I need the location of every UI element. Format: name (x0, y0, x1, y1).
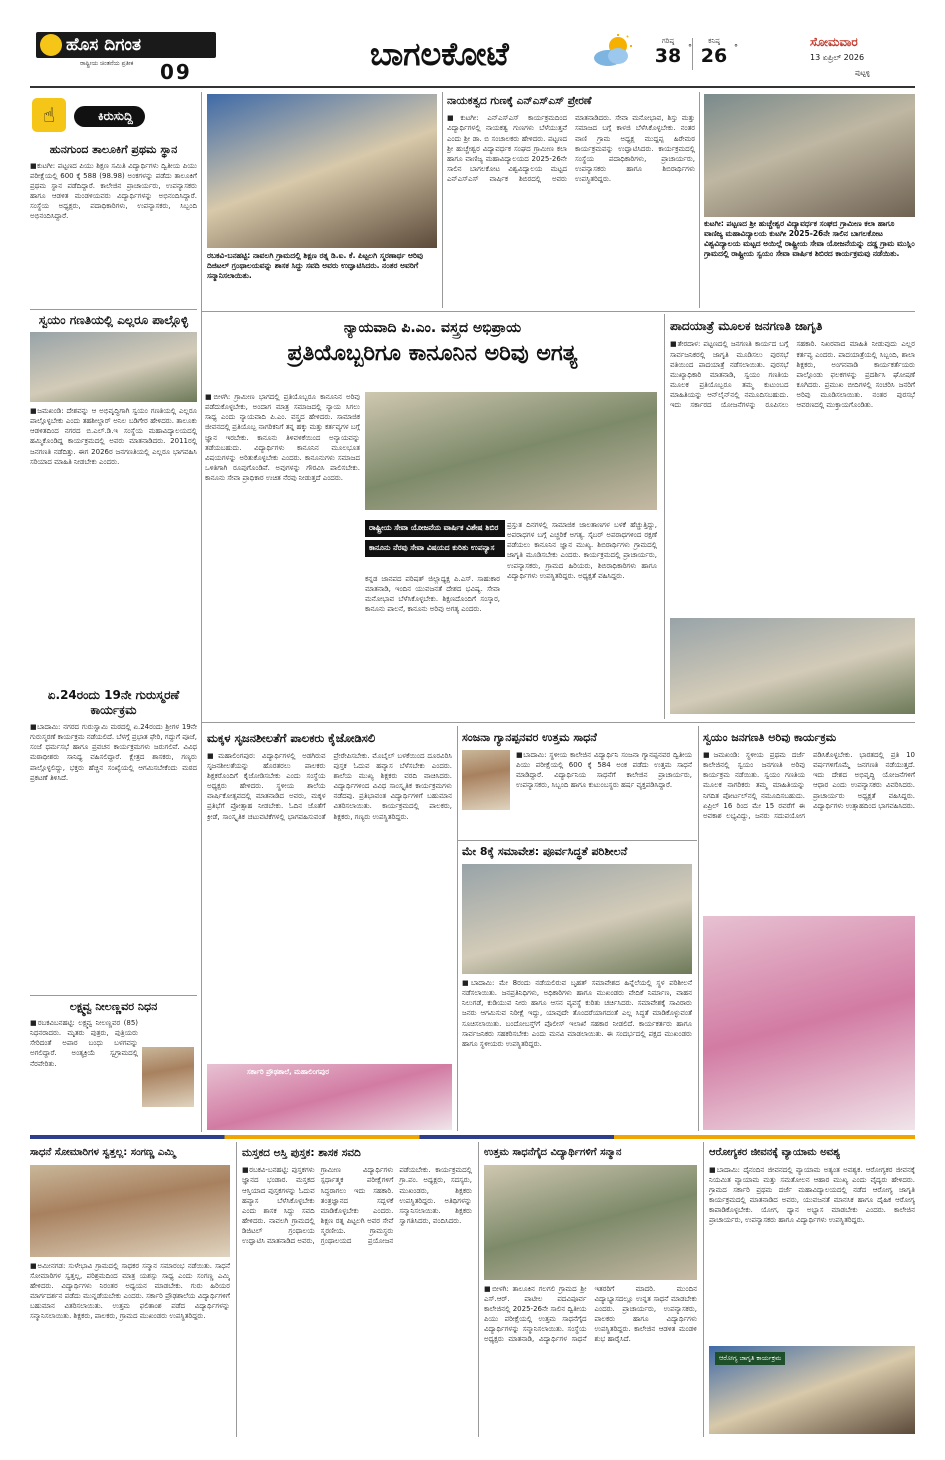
lead-body-2: ಕನ್ನಡ ಜಾನಪದ ಪರಿಷತ್ ಜಿಲ್ಲಾಧ್ಯಕ್ಷ ಪಿ.ಎಸ್. ಸಾಹುಕಾರ ಮಾತನಾಡಿ, ಇಂದಿನ ಯುವಜನತೆ ದೇಶದ ಭವಿಷ್ಯ. ಸೇವಾ ಮನೋಭಾವ ಬೆಳೆಸಿಕೊಳ್ಳಬೇಕು. ಶಿಕ್ಷಣದೊಂದಿಗೆ ಸಂಸ್ಕಾರ, ಕಾನೂನು ಪಾಲನೆ, ಕಾನೂನು ಅರಿವು ಅಗತ್ಯ ಎಂದರು. (365, 575, 500, 614)
nss-article (447, 94, 695, 306)
parents-body: ■ಮಹಾಲಿಂಗಪುರ: ವಿದ್ಯಾರ್ಥಿಗಳಲ್ಲಿ ಅಡಗಿರುವ ಸೃಜನಶೀಲತೆಯನ್ನು ಹೊರತರಲು ಪಾಲಕರು ಶಿಕ್ಷಕರೊಂದಿಗೆ ಕೈಜೋಡಿಸಬೇಕು ಎಂದು ಸಂಸ್ಥೆಯ ಅಧ್ಯಕ್ಷರು ಹೇಳಿದರು. ಸ್ಥಳೀಯ ಶಾಲೆಯ ವಾರ್ಷಿಕೋತ್ಸವದಲ್ಲಿ ಮಾತನಾಡಿದ ಅವರು, ಮಕ್ಕಳ ಪ್ರತಿಭೆಗೆ ಪ್ರೋತ್ಸಾಹ ನೀಡಬೇಕು. ಓದಿನ ಜೊತೆಗೆ ಕ್ರೀಡೆ, ಸಾಂಸ್ಕೃತಿಕ ಚಟುವಟಿಕೆಗಳಲ್ಲಿ ಭಾಗವಹಿಸುವಂತೆ ಪ್ರೇರೇಪಿಸಬೇಕು. ಮೊಬೈಲ್ ಬಳಕೆಯಿಂದ ದೂರವಿರಿಸಿ ಪುಸ್ತಕ ಓದುವ ಹವ್ಯಾಸ ಬೆಳೆಸಬೇಕು ಎಂದರು. ಶಾಲೆಯ ಮುಖ್ಯ ಶಿಕ್ಷಕರು ವರದಿ ವಾಚಿಸಿದರು. ವಿದ್ಯಾರ್ಥಿಗಳಿಂದ ವಿವಿಧ ಸಾಂಸ್ಕೃತಿಕ ಕಾರ್ಯಕ್ರಮಗಳು ನಡೆದವು. ಪ್ರತಿಭಾವಂತ ವಿದ್ಯಾರ್ಥಿಗಳಿಗೆ ಬಹುಮಾನ ವಿತರಿಸಲಾಯಿತು. ಕಾರ್ಯಕ್ರಮದಲ್ಲಿ ಪಾಲಕರು, ಶಿಕ್ಷಕರು, ಗಣ್ಯರು ಉಪಸ್ಥಿತರಿದ್ದರು. (207, 751, 452, 821)
may-convention-title: ಮೇ 8ಕ್ಕೆ ಸಮಾವೇಶ: ಪೂರ್ವಸಿದ್ಧತೆ ಪರಿಶೀಲನೆ (462, 845, 628, 858)
students-felicitation-photo (484, 1165, 697, 1280)
felicitation-photo (30, 1165, 230, 1257)
lead-banner-box (365, 520, 505, 568)
brief-hungund (30, 143, 197, 306)
brief-self-census-title: ಸ್ವಯಂ ಗಣತಿಯಲ್ಲಿ ಎಲ್ಲರೂ ಪಾಲ್ಗೊಳ್ಳಿ (38, 313, 189, 327)
lead-col-1 (205, 392, 360, 712)
lead-title: ಪ್ರತಿಯೊಬ್ಬರಿಗೂ ಕಾನೂನಿನ ಅರಿವು ಅಗತ್ಯ (287, 340, 578, 367)
brief-self-census-body: ■ಜಮಖಂಡಿ: ದೇಶವನ್ನು ಆ ಅಭಿವೃದ್ಧಿಗಾಗಿ ಸ್ವಯಂ ಗಣತಿಯಲ್ಲಿ ಎಲ್ಲರೂ ಪಾಲ್ಗೊಳ್ಳಬೇಕು ಎಂದು ತಹಶೀಲ್ದಾರ್ ಅನಿಲ ಬಡಿಗೇರ ಹೇಳಿದರು. ತಾಲೂಕು ಆಡಳಿತದಿಂದ ನಗರದ ಬಿ.ಎಲ್.ಡಿ.ಇ ಸಂಸ್ಥೆಯ ಮಹಾವಿದ್ಯಾಲಯದಲ್ಲಿ ಹಮ್ಮಿಕೊಂಡಿದ್ದ ಕಾರ್ಯಕ್ರಮದಲ್ಲಿ ಅವರು ಮಾತನಾಡಿದರು. 2011ರಲ್ಲಿ ಜನಗಣತಿ ನಡೆದಿತ್ತು. ಈಗ 2026ರ ಜನಗಣತಿಯಲ್ಲಿ ಎಲ್ಲರೂ ಭಾಗವಹಿಸಿ ಸರಿಯಾದ ಮಾಹಿತಿ ನೀಡಬೇಕು ಎಂದರು. (30, 407, 197, 466)
nss-body: ■ಕುಟಗೀ: ಎನ್‌ಎಸ್‌ಎಸ್ ಕಾರ್ಯಕ್ರಮದಿಂದ ವಿದ್ಯಾರ್ಥಿಗಳಲ್ಲಿ ನಾಯಕತ್ವ ಗುಣಗಳು ಬೆಳೆಯುತ್ತವೆ ಎಂದು ಶ್ರೀ ಡಾ. ಬಿ ಸಂಚಾಲಕರು ಹೇಳಿದರು. ಪಟ್ಟಣದ ಶ್ರೀ ಹುಚ್ಚೇಶ್ವರ ವಿದ್ಯಾವರ್ಧಕ ಸಂಘದ ಗ್ರಾಮೀಣ ಕಲಾ ಹಾಗೂ ವಾಣಿಜ್ಯ ಮಹಾವಿದ್ಯಾಲಯದ 2025-26ನೇ ಸಾಲಿನ ಬಾಗಲಕೋಟ ವಿಶ್ವವಿದ್ಯಾಲಯ ಮಟ್ಟದ ಎನ್‌ಎಸ್‌ಎಸ್ ವಾರ್ಷಿಕ ಶಿಬಿರದಲ್ಲಿ ಅವರು ಮಾತನಾಡಿದರು. ಸೇವಾ ಮನೋಭಾವ, ಶಿಸ್ತು ಮತ್ತು ಸಮಾಜದ ಬಗ್ಗೆ ಕಾಳಜಿ ಬೆಳೆಸಿಕೊಳ್ಳಬೇಕು. ನಂತರ ವಾಣಿ ಗ್ರಾಮ ಅಧ್ಯಕ್ಷ ಮುದ್ದಪ್ಪ ಹಿರೇಮಠ ಕಾರ್ಯಕ್ರಮವನ್ನು ಉದ್ಘಾಟಿಸಿದರು. ಕಾರ್ಯಕ್ರಮದಲ್ಲಿ ಸಂಸ್ಥೆಯ ಪದಾಧಿಕಾರಿಗಳು, ಪ್ರಾಚಾರ್ಯರು, ಉಪನ್ಯಾಸಕರು ಹಾಗೂ ಶಿಬಿರಾರ್ಥಿಗಳು ಉಪಸ್ಥಿತರಿದ್ದರು. (447, 114, 695, 184)
max-degree: ° (688, 43, 692, 52)
max-temp-value: 38 (654, 45, 682, 67)
masthead-logo (30, 30, 220, 82)
issue-day: ಸೋಮವಾರ (810, 35, 858, 49)
bottom-4-body: ■ಬಾದಾಮಿ: ದೈನಂದಿನ ಜೀವನದಲ್ಲಿ ವ್ಯಾಯಾಮ ಅತ್ಯಂತ ಅವಶ್ಯಕ. ಆರೋಗ್ಯಕರ ಜೀವನಕ್ಕೆ ನಿಯಮಿತ ವ್ಯಾಯಾಮ ಮತ್ತು ಸಮತೋಲನ ಆಹಾರ ಮುಖ್ಯ ಎಂದು ವೈದ್ಯರು ಹೇಳಿದರು. ಗ್ರಾಮದ ಸರ್ಕಾರಿ ಪ್ರಥಮ ದರ್ಜೆ ಮಹಾವಿದ್ಯಾಲಯದಲ್ಲಿ ನಡೆದ ಆರೋಗ್ಯ ಜಾಗೃತಿ ಕಾರ್ಯಕ್ರಮದಲ್ಲಿ ಮಾತನಾಡಿದ ಅವರು, ಯುವಜನತೆ ಮಾನಸಿಕ ಹಾಗೂ ದೈಹಿಕ ಆರೋಗ್ಯ ಕಾಪಾಡಿಕೊಳ್ಳಬೇಕು. ಯೋಗ, ಧ್ಯಾನ ಅಭ್ಯಾಸ ಮಾಡಬೇಕು ಎಂದರು. ಕಾಲೇಜಿನ ಪ್ರಾಚಾರ್ಯರು, ಉಪನ್ಯಾಸಕರು ಹಾಗೂ ವಿದ್ಯಾರ್ಥಿಗಳು ಉಪಸ್ಥಿತರಿದ್ದರು. (709, 1165, 915, 1225)
library-photo-caption: ರಬಕವಿ-ಬನಹಟ್ಟಿ: ನಾವಲಗಿ ಗ್ರಾಮದಲ್ಲಿ ಶಿಕ್ಷಣ ರತ್ನ ಡಿ.ಐ. ಕೆ. ಪಿಟ್ಟಲಗಿ ಸ್ಮರಣಾರ್ಥ ಆರಿವು ದಿಜಿಟಲ್ ಗ್ರಂಥಾಲಯವನ್ನು ಶಾಸಕ ಸಿದ್ದು ಸವದಿ ಅವರು ಉದ್ಘಾಟಿಸಿದರು. ನಂತರ ಅವರಿಗೆ ಸನ್ಮಾನಿಸಲಾಯಿತು. (207, 251, 424, 281)
parents-title: ಮಕ್ಕಳ ಸೃಜನಶೀಲತೆಗೆ ಪಾಲಕರು ಕೈಜೋಡಿಸಲಿ (207, 731, 376, 745)
self-census-title: ಸ್ವಯಂ ಜನಗಣತಿ ಅರಿವು ಕಾರ್ಯಕ್ರಮ (703, 731, 837, 744)
lead-banner-2: ಕಾನೂನು ನೆರವು ಸೇವಾ ವಿಷಯದ ಕುರಿತು ಉಪನ್ಯಾಸ (365, 540, 505, 557)
nss-camp-photo (704, 94, 915, 217)
nss-camp-stage-photo (365, 392, 657, 510)
brief-hungund-body: ■ಕುಟಗೀ: ಪಟ್ಟಣದ ಪಿಯು ಶಿಕ್ಷಣ ಸಮಿತಿ ವಿದ್ಯಾರ್ಥಿಗಳು ದ್ವಿತೀಯ ಪಿಯು ಪರೀಕ್ಷೆಯಲ್ಲಿ 600 ಕ್ಕೆ 588 (98.98) ಅಂಕಗಳನ್ನು ಪಡೆದು ತಾಲೂಕಿಗೆ ಪ್ರಥಮ ಸ್ಥಾನ ಪಡೆದಿದ್ದಾರೆ. ಕಾಲೇಜಿನ ಪ್ರಾಚಾರ್ಯರು, ಉಪನ್ಯಾಸಕರು ಹಾಗೂ ಆಡಳಿತ ಮಂಡಳಿಯವರು ವಿದ್ಯಾರ್ಥಿಗಳನ್ನು ಅಭಿನಂದಿಸಿದ್ದಾರೆ. ಸಂಸ್ಥೆಯ ಅಧ್ಯಕ್ಷರು, ಪದಾಧಿಕಾರಿಗಳು, ಉಪನ್ಯಾಸಕರು, ಸಿಬ್ಬಂದಿ ಅಭಿನಂದಿಸಿದ್ದಾರೆ. (30, 161, 197, 221)
obituary-title: ಲಕ್ಷ್ಮವ್ವ ನೀಲಣ್ಣವರ ನಿಧನ (69, 1000, 158, 1013)
section-divider (30, 1135, 915, 1139)
self-census-body: ■ಜಮಖಂಡಿ: ಸ್ಥಳೀಯ ಪ್ರಥಮ ದರ್ಜೆ ಕಾಲೇಜಿನಲ್ಲಿ ಸ್ವಯಂ ಜನಗಣತಿ ಅರಿವು ಕಾರ್ಯಕ್ರಮ ನಡೆಯಿತು. ಸ್ವಯಂ ಗಣತಿಯ ಮೂಲಕ ನಾಗರಿಕರು ತಮ್ಮ ಮಾಹಿತಿಯನ್ನು ನಿಗದಿತ ಪೋರ್ಟಲ್‌ನಲ್ಲಿ ನಮೂದಿಸಬಹುದು. ಏಪ್ರಿಲ್ 16 ರಿಂದ ಮೇ 15 ರವರೆಗೆ ಈ ಅವಕಾಶ ಲಭ್ಯವಿದ್ದು, ಜನರು ಸದುಪಯೋಗ ಪಡಿಸಿಕೊಳ್ಳಬೇಕು. ಭಾರತದಲ್ಲಿ ಪ್ರತಿ 10 ವರ್ಷಗಳಿಗೊಮ್ಮೆ ಜನಗಣತಿ ನಡೆಯುತ್ತದೆ. ಇದು ದೇಶದ ಅಭಿವೃದ್ಧಿ ಯೋಜನೆಗಳಿಗೆ ಆಧಾರ ಎಂದು ಉಪನ್ಯಾಸಕರು ವಿವರಿಸಿದರು. ಪ್ರಾಚಾರ್ಯರು ಅಧ್ಯಕ್ಷತೆ ವಹಿಸಿದ್ದರು. ವಿದ್ಯಾರ್ಥಿಗಳು ಉತ್ಸಾಹದಿಂದ ಭಾಗವಹಿಸಿದರು. (703, 750, 915, 820)
edition-city: ಬಾಗಲಕೋಟೆ (370, 35, 509, 73)
kiru-suddi-label: ಕಿರುಸುದ್ದಿ (74, 106, 145, 127)
library-inauguration-photo (207, 94, 437, 248)
may-convention-body: ■ಬಾದಾಮಿ: ಮೇ 8ರಂದು ನಡೆಯಲಿರುವ ಬೃಹತ್ ಸಮಾವೇಶದ ಹಿನ್ನೆಲೆಯಲ್ಲಿ ಸ್ಥಳ ಪರಿಶೀಲನೆ ನಡೆಸಲಾಯಿತು. ಜನಪ್ರತಿನಿಧಿಗಳು, ಅಧಿಕಾರಿಗಳು ಹಾಗೂ ಮುಖಂಡರು ವೇದಿಕೆ ನಿರ್ಮಾಣ, ವಾಹನ ನಿಲುಗಡೆ, ಕುಡಿಯುವ ನೀರು ಹಾಗೂ ಆಸನ ವ್ಯವಸ್ಥೆ ಕುರಿತು ಚರ್ಚಿಸಿದರು. ಸಮಾವೇಶಕ್ಕೆ ಸಾವಿರಾರು ಜನರು ಆಗಮಿಸುವ ನಿರೀಕ್ಷೆ ಇದ್ದು, ಯಾವುದೇ ತೊಂದರೆಯಾಗದಂತೆ ಎಲ್ಲ ಸಿದ್ಧತೆ ಮಾಡಿಕೊಳ್ಳುವಂತೆ ಸೂಚಿಸಲಾಯಿತು. ಬಂದೋಬಸ್ತ್‌ಗೆ ಪೊಲೀಸ್ ಇಲಾಖೆ ಸಹಕಾರ ನೀಡಲಿದೆ. ಕಾರ್ಯಕರ್ತರು ಹಾಗೂ ಸಾರ್ವಜನಿಕರು ಸಹಕರಿಸಬೇಕು ಎಂದು ಮನವಿ ಮಾಡಲಾಯಿತು. ಈ ಸಂದರ್ಭದಲ್ಲಿ ಪಕ್ಷದ ಮುಖಂಡರು ಹಾಗೂ ಸ್ಥಳೀಯರು ಉಪಸ್ಥಿತರಿದ್ದರು. (462, 978, 692, 1048)
walkathon-photo (670, 618, 915, 714)
min-temp (694, 36, 734, 66)
obituary-body: ■ರಬಕವಿಬನಹಟ್ಟಿ: ಲಕ್ಷ್ಮವ್ವ ನೀಲಣ್ಣವರ (85) ನಿಧನರಾದರು. ಮೃತರು ಪುತ್ರರು, ಪುತ್ರಿಯರು ಸೇರಿದಂತೆ ಅಪಾರ ಬಂಧು ಬಳಗವನ್ನು ಅಗಲಿದ್ದಾರೆ. ಅಂತ್ಯಕ್ರಿಯೆ ಸ್ವಗ್ರಾಮದಲ್ಲಿ ನೆರವೇರಿತು. (30, 1018, 138, 1068)
lead-col-3 (507, 520, 657, 712)
school-event-photo (207, 1064, 452, 1130)
max-temp (648, 36, 688, 66)
health-program-photo (709, 1346, 915, 1434)
brief-gurusmarane-body: ■ಬಾದಾಮಿ: ನಗರದ ಗುರುಸ್ವಾಮಿ ಮಠದಲ್ಲಿ ಏ.24ರಂದು ಶ್ರೀಗಳ 19ನೇ ಗುರುಸ್ಮರಣೆ ಕಾರ್ಯಕ್ರಮ ನಡೆಯಲಿದೆ. ಬೆಳಗ್ಗೆ ಪ್ರಭಾತ ಫೇರಿ, ಗದ್ದುಗೆ ಪೂಜೆ, ಸಂಜೆ ಧರ್ಮಸಭೆ ಹಾಗೂ ಪ್ರವಚನ ಕಾರ್ಯಕ್ರಮಗಳು ಜರುಗಲಿವೆ. ವಿವಿಧ ಮಠಾಧೀಶರು ಸಾನಿಧ್ಯ ವಹಿಸಲಿದ್ದಾರೆ. ಕ್ಷೇತ್ರದ ಶಾಸಕರು, ಗಣ್ಯರು ಪಾಲ್ಗೊಳ್ಳಲಿದ್ದು, ಭಕ್ತರು ಹೆಚ್ಚಿನ ಸಂಖ್ಯೆಯಲ್ಲಿ ಆಗಮಿಸಬೇಕೆಂದು ಮಠದ ಪ್ರಕಟಣೆ ತಿಳಿಸಿದೆ. (30, 723, 197, 782)
kiru-suddi-header (30, 94, 180, 138)
lead-banner-1: ರಾಷ್ಟ್ರೀಯ ಸೇವಾ ಯೋಜನೆಯ ವಾರ್ಷಿಕ ವಿಶೇಷ ಶಿಬಿರ (365, 520, 505, 537)
walkathon-body: ■ತೇರದಾಳ: ಪಟ್ಟಣದಲ್ಲಿ ಜನಗಣತಿ ಕಾರ್ಯದ ಬಗ್ಗೆ ಸಾರ್ವಜನಿಕರಲ್ಲಿ ಜಾಗೃತಿ ಮೂಡಿಸಲು ಪುರಸಭೆ ವತಿಯಿಂದ ಪಾದಯಾತ್ರೆ ನಡೆಸಲಾಯಿತು. ಪುರಸಭೆ ಮುಖ್ಯಾಧಿಕಾರಿ ಮಾತನಾಡಿ, ಸ್ವಯಂ ಗಣತಿಯ ಮೂಲಕ ಪ್ರತಿಯೊಬ್ಬರೂ ತಮ್ಮ ಕುಟುಂಬದ ಮಾಹಿತಿಯನ್ನು ಆನ್‌ಲೈನ್‌ನಲ್ಲಿ ನಮೂದಿಸಬಹುದು. ಇದು ಸರ್ಕಾರದ ಯೋಜನೆಗಳನ್ನು ರೂಪಿಸಲು ಸಹಕಾರಿ. ನಿಖರವಾದ ಮಾಹಿತಿ ನೀಡುವುದು ಎಲ್ಲರ ಕರ್ತವ್ಯ ಎಂದರು. ಪಾದಯಾತ್ರೆಯಲ್ಲಿ ಸಿಬ್ಬಂದಿ, ಶಾಲಾ ಶಿಕ್ಷಕರು, ಅಂಗನವಾಡಿ ಕಾರ್ಯಕರ್ತೆಯರು ಪಾಲ್ಗೊಂಡು ಫಲಕಗಳನ್ನು ಪ್ರದರ್ಶಿಸಿ ಘೋಷಣೆ ಕೂಗಿದರು. ಪ್ರಮುಖ ಬೀದಿಗಳಲ್ಲಿ ಸಂಚರಿಸಿ ಜನರಿಗೆ ಅರಿವು ಮೂಡಿಸಲಾಯಿತು. ನಂತರ ಪುರಸಭೆ ಆವರಣದಲ್ಲಿ ಮುಕ್ತಾಯಗೊಂಡಿತು. (670, 340, 915, 410)
bottom-2-title: ಮಸ್ತಕದ ಅಸ್ತಿ ಪುಸ್ತಕ: ಶಾಸಕ ಸವದಿ (242, 1147, 361, 1159)
classroom-photo (30, 332, 197, 402)
obituary (30, 999, 197, 1129)
nss-photo-caption: ಕುಟಗೀ: ಪಟ್ಟಣದ ಶ್ರೀ ಹುಚ್ಚೇಶ್ವರ ವಿದ್ಯಾವರ್ಧಕ ಸಂಘದ ಗ್ರಾಮೀಣ ಕಲಾ ಹಾಗೂ ವಾಣಿಜ್ಯ ಮಹಾವಿದ್ಯಾಲಯ ಕುಟಗೀ 2025-26ನೇ ಸಾಲಿನ ಬಾಗಲಕೋಟ ವಿಶ್ವವಿದ್ಯಾಲಯ ಮಟ್ಟದ ಅಯಿಲ್ಲೆ ರಾಷ್ಟ್ರೀಯ ಸೇವಾ ಯೋಜನೆಯನ್ನು ದಡ್ಡ ಗ್ರಾಮ ಮುಸ್ಲಿಂ ಗ್ರಾಮದಲ್ಲಿ ರಾಷ್ಟ್ರೀಯ ಸ್ವಯಂ ಸೇವಾ ವಾರ್ಷಿಕ ಶಿಬಿರದ ಕಾರ್ಯಕ್ರಮವು ನಡೆಯಿತು. (704, 219, 915, 259)
lead-body-1: ■ಬೀಳಗಿ: ಗ್ರಾಮೀಣ ಭಾಗದಲ್ಲಿ ಪ್ರತಿಯೊಬ್ಬರೂ ಕಾನೂನಿನ ಅರಿವು ಪಡೆದುಕೊಳ್ಳಬೇಕು, ಅಂದಾಗ ಮಾತ್ರ ಸಮಾಜದಲ್ಲಿ ನ್ಯಾಯ ಸಿಗಲು ಸಾಧ್ಯ ಎಂದು ನ್ಯಾಯವಾದಿ ಪಿ.ಎಂ. ವಸ್ತ್ರದ ಹೇಳಿದರು. ಸಾಮಾಜಿಕ ಜೀವನದಲ್ಲಿ ಪ್ರತಿಯೊಬ್ಬ ನಾಗರಿಕನಿಗೆ ತನ್ನ ಹಕ್ಕು ಮತ್ತು ಕರ್ತವ್ಯಗಳ ಬಗ್ಗೆ ಜ್ಞಾನ ಇರಬೇಕು. ಕಾನೂನು ತಿಳಿವಳಿಕೆಯಿಂದ ಅನ್ಯಾಯವನ್ನು ತಡೆಯಬಹುದು. ವಿದ್ಯಾರ್ಥಿಗಳು ಕಾನೂನಿನ ಮೂಲಭೂತ ವಿಷಯಗಳನ್ನು ಅರಿತುಕೊಳ್ಳಬೇಕು ಎಂದರು. ಕಾನೂನುಗಳು ಸಮಾಜದ ಒಳಿತಿಗಾಗಿ ರೂಪುಗೊಂಡಿವೆ. ಅವುಗಳನ್ನು ಗೌರವಿಸಿ ಪಾಲಿಸಬೇಕು. ಕಾನೂನು ಸೇವಾ ಪ್ರಾಧಿಕಾರ ಉಚಿತ ನೆರವು ನೀಡುತ್ತದೆ ಎಂದರು. (205, 393, 360, 483)
site-inspection-photo (462, 864, 692, 974)
weather-sun-cloud-icon (588, 34, 638, 70)
bottom-4-title: ಆರೋಗ್ಯಕರ ಜೀವನಕ್ಕೆ ವ್ಯಾಯಾಮ ಅವಶ್ಯ (709, 1147, 840, 1158)
logo-wordmark: ಹೊಸ ದಿಗಂತ (36, 32, 216, 58)
brief-gurusmarane-title: ಏ.24ರಂದು 19ನೇ ಗುರುಸ್ಮರಣೆ ಕಾರ್ಯಕ್ರಮ (47, 688, 180, 717)
logo-tagline: ರಾಷ್ಟ್ರೀಯ ಚಿಂತನೆಯ ಪ್ರತೀಕ (80, 60, 134, 67)
parents-article (207, 730, 452, 1062)
sanjana-title: ಸಂಜನಾ ಗ್ಯಾನಪ್ಪನವರ ಉತ್ತಮ ಸಾಧನೆ (462, 731, 597, 744)
min-temp-value: 26 (700, 45, 728, 67)
walkathon-article (670, 318, 915, 716)
bottom-2-body: ■ರಬಕವಿ-ಬನಹಟ್ಟಿ: ಪುಸ್ತಕಗಳು ಜ್ಞಾನದ ಭಂಡಾರ. ಮಸ್ತಕದ ಆಸ್ತಿಯಾದ ಪುಸ್ತಕಗಳನ್ನು ಓದುವ ಹವ್ಯಾಸ ಬೆಳೆಸಿಕೊಳ್ಳಬೇಕು ಎಂದು ಶಾಸಕ ಸಿದ್ದು ಸವದಿ ಹೇಳಿದರು. ನಾವಲಗಿ ಗ್ರಾಮದಲ್ಲಿ ಡಿಜಿಟಲ್ ಗ್ರಂಥಾಲಯ ಉದ್ಘಾಟಿಸಿ ಮಾತನಾಡಿದ ಅವರು, ಗ್ರಾಮೀಣ ವಿದ್ಯಾರ್ಥಿಗಳು ಸ್ಪರ್ಧಾತ್ಮಕ ಪರೀಕ್ಷೆಗಳಿಗೆ ಸಿದ್ಧರಾಗಲು ಇದು ಸಹಕಾರಿ. ತಂತ್ರಜ್ಞಾನದ ಸದ್ಬಳಕೆ ಮಾಡಿಕೊಳ್ಳಬೇಕು ಎಂದರು. ಶಿಕ್ಷಣ ರತ್ನ ಪಿಟ್ಟಲಗಿ ಅವರ ಸೇವೆ ಸ್ಮರಣೀಯ. ಗ್ರಾಮಸ್ಥರು ಗ್ರಂಥಾಲಯದ ಪ್ರಯೋಜನ ಪಡೆಯಬೇಕು. ಕಾರ್ಯಕ್ರಮದಲ್ಲಿ ಗ್ರಾ.ಪಂ. ಅಧ್ಯಕ್ಷರು, ಸದಸ್ಯರು, ಮುಖಂಡರು, ಶಿಕ್ಷಕರು ಉಪಸ್ಥಿತರಿದ್ದರು. ಅತಿಥಿಗಳನ್ನು ಸನ್ಮಾನಿಸಲಾಯಿತು. ಶಿಕ್ಷಕರು ಸ್ವಾಗತಿಸಿದರು, ವಂದಿಸಿದರು. (242, 1166, 472, 1246)
nss-title: ನಾಯಕತ್ವದ ಗುಣಕ್ಕೆ ಎನ್‌ಎಸ್‌ಎಸ್ ಪ್ರೇರಣೆ (447, 95, 592, 107)
logo-emblem-icon (40, 34, 62, 56)
sanjana-article (462, 730, 692, 840)
college-lecture-photo (703, 916, 915, 1130)
sanjana-body: ■ಬಾದಾಮಿ: ಸ್ಥಳೀಯ ಕಾಲೇಜಿನ ವಿದ್ಯಾರ್ಥಿನಿ ಸಂಜನಾ ಗ್ಯಾನಪ್ಪನವರ ದ್ವಿತೀಯ ಪಿಯು ಪರೀಕ್ಷೆಯಲ್ಲಿ 600 ಕ್ಕೆ 584 ಅಂಕ ಪಡೆದು ಉತ್ತಮ ಸಾಧನೆ ಮಾಡಿದ್ದಾರೆ. ವಿದ್ಯಾರ್ಥಿನಿಯ ಸಾಧನೆಗೆ ಕಾಲೇಜಿನ ಪ್ರಾಚಾರ್ಯರು, ಉಪನ್ಯಾಸಕರು, ಸಿಬ್ಬಂದಿ ಹಾಗೂ ಕುಟುಂಬಸ್ಥರು ಹರ್ಷ ವ್ಯಕ್ತಪಡಿಸಿದ್ದಾರೆ. (516, 750, 692, 790)
sanjana-portrait (462, 750, 510, 810)
bottom-1-body: ■ಅಮೀನಗಡ: ಸುಳೇಭಾವಿ ಗ್ರಾಮದಲ್ಲಿ ಸಾಧಕರ ಸನ್ಮಾನ ಸಮಾರಂಭ ನಡೆಯಿತು. ಸಾಧನೆ ಸೋಮಾರಿಗಳ ಸ್ವತ್ತಲ್ಲ, ಪರಿಶ್ರಮದಿಂದ ಮಾತ್ರ ಯಶಸ್ಸು ಸಾಧ್ಯ ಎಂದು ಸಂಗಣ್ಣ ಎಮ್ಮಿ ಹೇಳಿದರು. ವಿದ್ಯಾರ್ಥಿಗಳು ನಿರಂತರ ಅಧ್ಯಯನ ಮಾಡಬೇಕು. ಗುರು ಹಿರಿಯರ ಮಾರ್ಗದರ್ಶನ ಪಡೆದು ಮುನ್ನಡೆಯಬೇಕು ಎಂದರು. ಸರ್ಕಾರಿ ಪ್ರೌಢಶಾಲೆಯ ವಿದ್ಯಾರ್ಥಿಗಳಿಗೆ ಬಹುಮಾನ ವಿತರಿಸಲಾಯಿತು. ಉತ್ತಮ ಫಲಿತಾಂಶ ಪಡೆದ ವಿದ್ಯಾರ್ಥಿಗಳನ್ನು ಸನ್ಮಾನಿಸಲಾಯಿತು. ಶಿಕ್ಷಕರು, ಪಾಲಕರು, ಗ್ರಾಮದ ಮುಖಂಡರು ಉಪಸ್ಥಿತರಿದ್ದರು. (30, 1261, 230, 1321)
min-temp-label: ಕನಿಷ್ಠ (708, 37, 720, 45)
max-temp-label: ಗರಿಷ್ಠ (661, 37, 675, 45)
bottom-3-body: ■ಬೀಳಗಿ: ತಾಲೂಕಿನ ಗಲಗಲಿ ಗ್ರಾಮದ ಶ್ರೀ ಎಸ್.ಆರ್. ಪಾಟೀಲ ಪದವಿಪೂರ್ವ ಕಾಲೇಜಿನಲ್ಲಿ 2025-26ನೇ ಸಾಲಿನ ದ್ವಿತೀಯ ಪಿಯು ಪರೀಕ್ಷೆಯಲ್ಲಿ ಉತ್ತಮ ಸಾಧನೆಗೈದ ವಿದ್ಯಾರ್ಥಿಗಳನ್ನು ಸನ್ಮಾನಿಸಲಾಯಿತು. ಸಂಸ್ಥೆಯ ಅಧ್ಯಕ್ಷರು ಮಾತನಾಡಿ, ವಿದ್ಯಾರ್ಥಿಗಳ ಸಾಧನೆ ಇತರರಿಗೆ ಮಾದರಿ. ಮುಂದಿನ ವಿದ್ಯಾಭ್ಯಾಸದಲ್ಲೂ ಉನ್ನತ ಸಾಧನೆ ಮಾಡಬೇಕು ಎಂದರು. ಪ್ರಾಚಾರ್ಯರು, ಉಪನ್ಯಾಸಕರು, ಪಾಲಕರು ಹಾಗೂ ವಿದ್ಯಾರ್ಥಿಗಳು ಉಪಸ್ಥಿತರಿದ್ದರು. ಕಾಲೇಜಿನ ಆಡಳಿತ ಮಂಡಳಿ ಶುಭ ಹಾರೈಸಿದೆ. (484, 1284, 697, 1344)
lead-body-3: ಪ್ರಸ್ತುತ ದಿನಗಳಲ್ಲಿ ಸಾಮಾಜಿಕ ಜಾಲತಾಣಗಳ ಬಳಕೆ ಹೆಚ್ಚುತ್ತಿದ್ದು, ಅಪರಾಧಗಳ ಬಗ್ಗೆ ಎಚ್ಚರಿಕೆ ಅಗತ್ಯ. ಸೈಬರ್ ಅಪರಾಧಗಳಿಂದ ರಕ್ಷಣೆ ಪಡೆಯಲು ಕಾನೂನಿನ ಜ್ಞಾನ ಮುಖ್ಯ. ಶಿಬಿರಾರ್ಥಿಗಳು ಗ್ರಾಮದಲ್ಲಿ ಜಾಗೃತಿ ಮೂಡಿಸಬೇಕು ಎಂದರು. ಕಾರ್ಯಕ್ರಮದಲ್ಲಿ ಪ್ರಾಚಾರ್ಯರು, ಉಪನ್ಯಾಸಕರು, ಗ್ರಾಮದ ಹಿರಿಯರು, ಶಿಬಿರಾಧಿಕಾರಿಗಳು ಹಾಗೂ ವಿದ್ಯಾರ್ಥಿಗಳು ಉಪಸ್ಥಿತರಿದ್ದರು. ಅಧ್ಯಕ್ಷತೆ ವಹಿಸಿದ್ದರು. (507, 521, 657, 580)
min-degree: ° (734, 43, 738, 52)
issue-date: 13 ಏಪ್ರಿಲ್ 2026 (810, 53, 865, 62)
bottom-article-2 (242, 1146, 472, 1436)
brief-gurusmarane (30, 688, 197, 993)
hand-pointing-icon: ☝ (32, 98, 66, 132)
lead-kicker: ನ್ಯಾಯವಾದಿ ಪಿ.ಎಂ. ವಸ್ತ್ರದ ಅಭಿಪ್ರಾಯ (343, 320, 522, 336)
bottom-article-4 (709, 1146, 915, 1436)
bottom-3-title: ಉತ್ತಮ ಸಾಧನೆಗೈದ ವಿದ್ಯಾರ್ಥಿಗಳಿಗೆ ಸನ್ಮಾನ (484, 1147, 622, 1158)
bottom-article-3 (484, 1146, 697, 1436)
page-number: 09 (160, 60, 192, 82)
may-convention-article (462, 844, 692, 1130)
health-program-banner: ಆರೋಗ್ಯ ಜಾಗೃತಿ ಕಾರ್ಯಕ್ರಮ (715, 1352, 785, 1365)
lead-col-2 (365, 574, 500, 712)
school-event-banner-text: ಸರ್ಕಾರಿ ಪ್ರೌಢಶಾಲೆ, ಮಹಾಲಿಂಗಪುರ (247, 1068, 329, 1076)
walkathon-title: ಪಾದಯಾತ್ರೆ ಮೂಲಕ ಜನಗಣತಿ ಜಾಗೃತಿ (670, 319, 823, 333)
brief-self-census (30, 313, 197, 716)
lead-headline-block (205, 318, 660, 390)
issue-place: ಪುಟ್ಟಳ್ಳಿ (855, 69, 871, 77)
brief-hungund-title: ಹುನಗುಂದ ತಾಲೂಕಿಗೆ ಪ್ರಥಮ ಸ್ಥಾನ (49, 143, 178, 156)
bottom-article-1 (30, 1146, 230, 1436)
obituary-portrait (142, 1047, 194, 1107)
bottom-1-title: ಸಾಧನೆ ಸೋಮಾರಿಗಳ ಸ್ವತ್ತಲ್ಲ: ಸಂಗಣ್ಣ ಎಮ್ಮಿ (30, 1147, 176, 1158)
self-census-article (703, 730, 915, 1130)
